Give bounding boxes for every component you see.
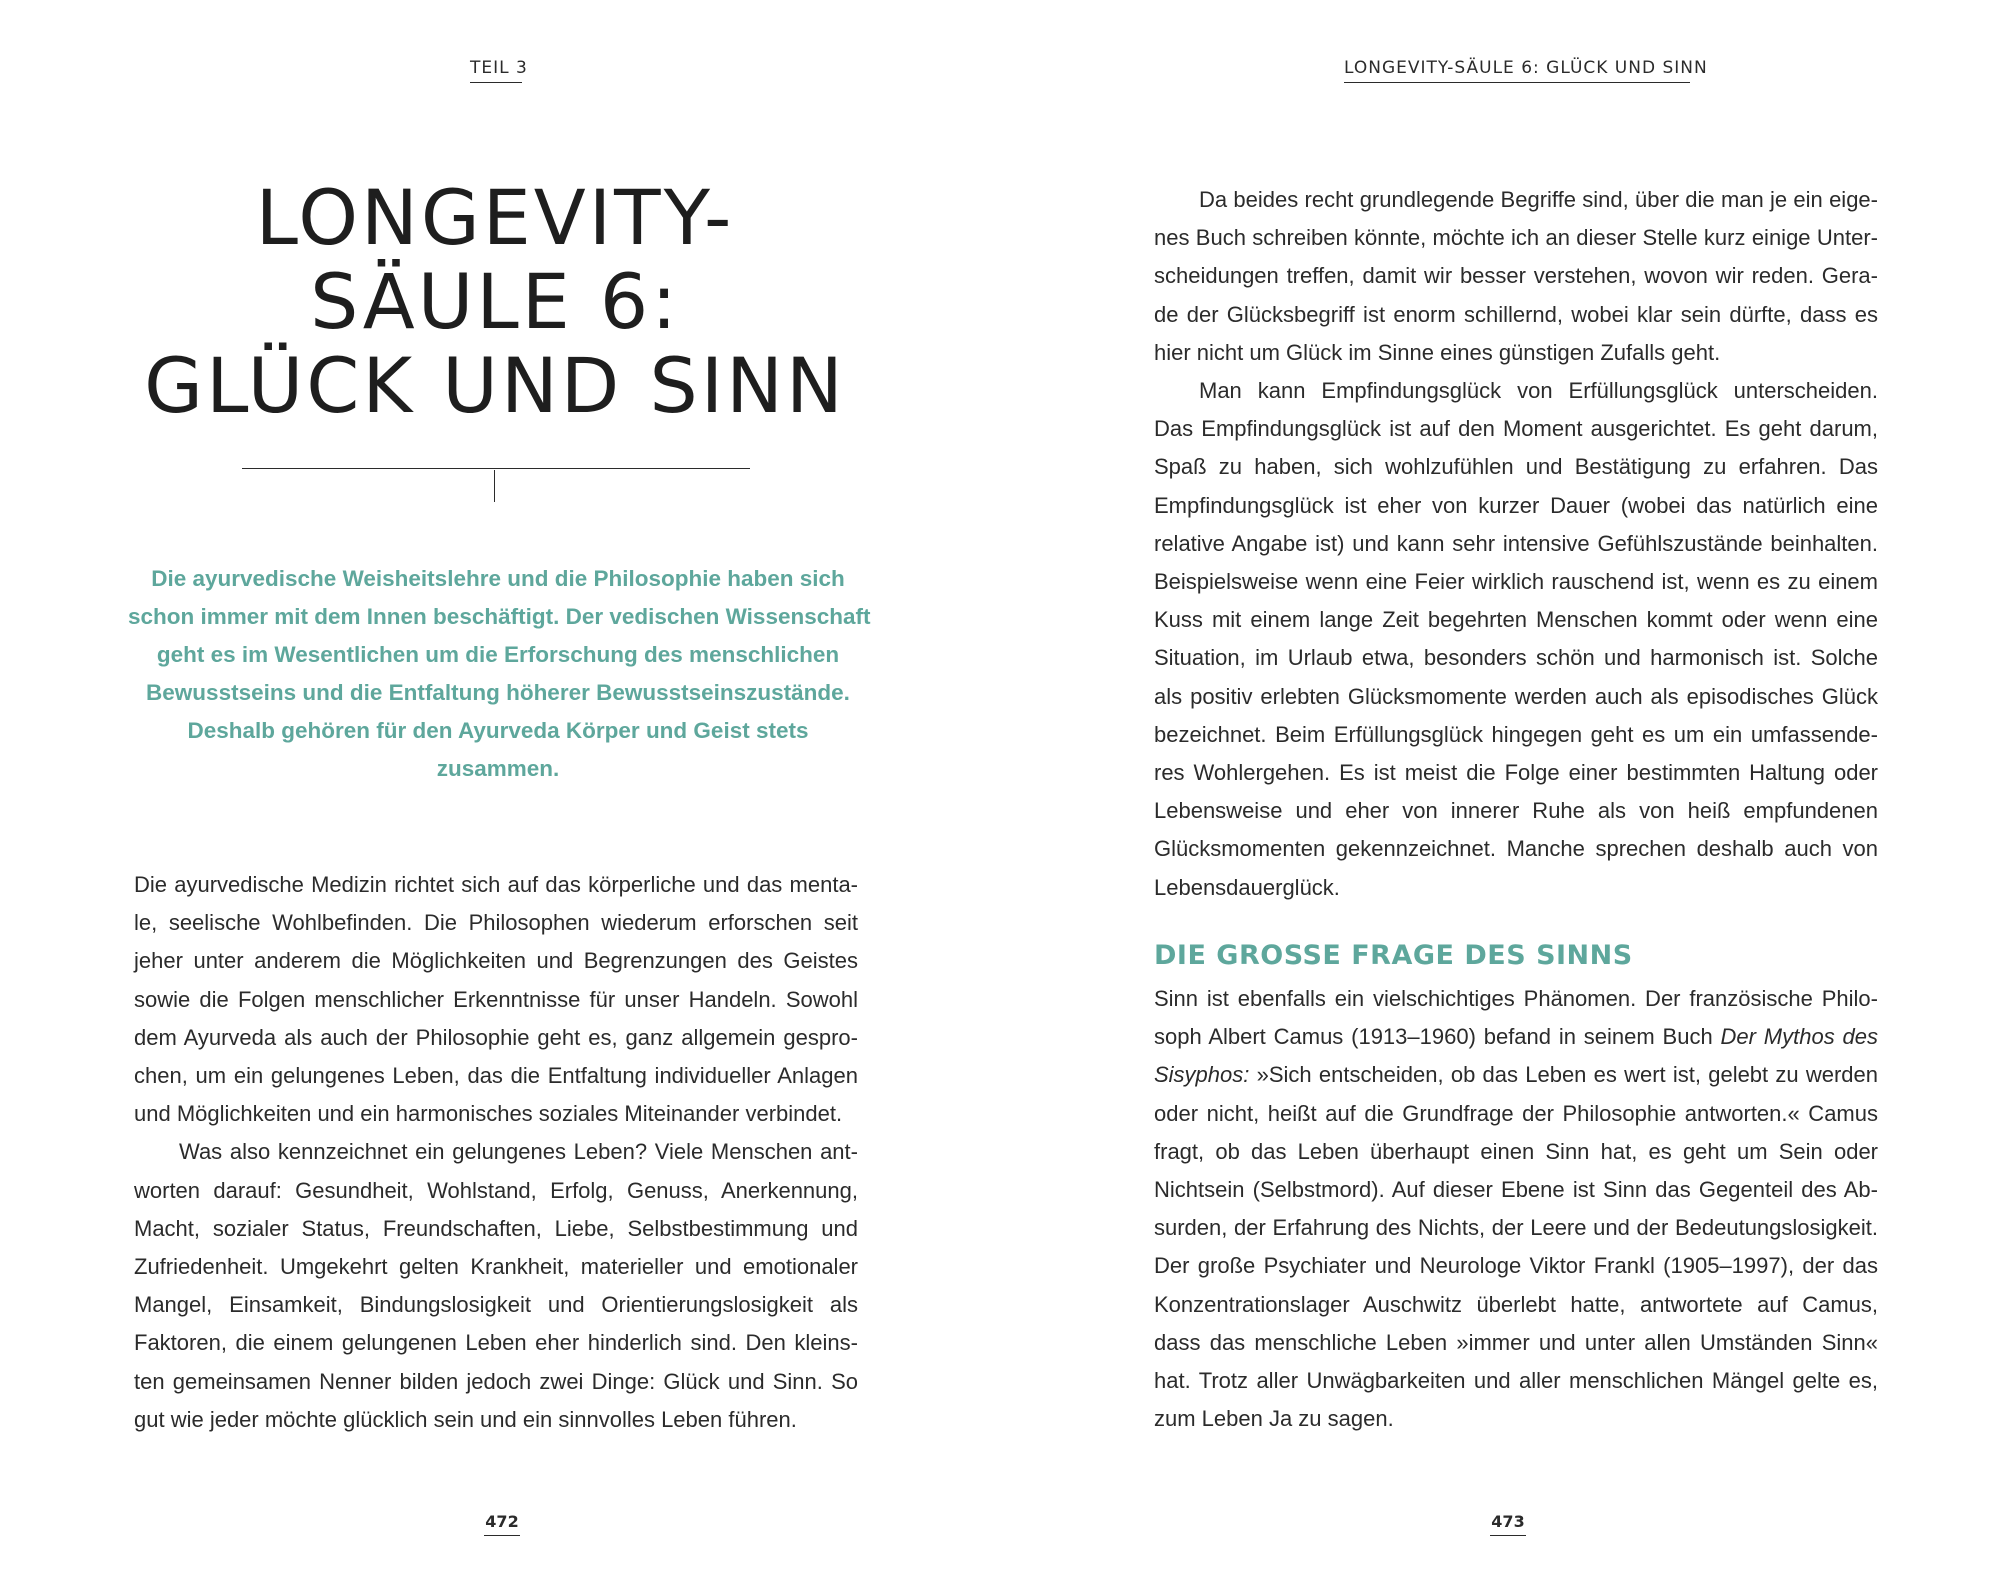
book-title-italic: Der Mythos des <box>1720 1024 1878 1050</box>
running-head-left: TEIL 3 <box>470 58 522 83</box>
body-line: Lebensdauerglück. <box>1154 874 1340 900</box>
body-line: le, seelische Wohlbefinden. Die Philosophen wiederum erforschen seit <box>134 910 858 936</box>
body-line: Macht, sozialer Status, Freundschaften, Liebe, Selbstbestimmung und <box>134 1215 858 1241</box>
body-line: Faktoren, die einem gelungenen Leben eher hinderlich sind. Den kleins- <box>134 1330 858 1356</box>
body-line: nes Buch schreiben könnte, möchte ich an dieser Stelle kurz einige Unter- <box>1154 225 1878 251</box>
body-line: worten darauf: Gesundheit, Wohlstand, Erfolg, Genuss, Anerkennung, <box>134 1177 858 1203</box>
body-line: Mangel, Einsamkeit, Bindungslosigkeit und Orientierungslosigkeit als <box>134 1292 858 1318</box>
body-line: bezeichnet. Beim Erfüllungsglück hingegen geht es um ein umfassende- <box>1154 721 1878 747</box>
page-number-left: 472 <box>484 1512 520 1536</box>
book-title-italic: Sisyphos: <box>1154 1062 1250 1088</box>
chapter-title <box>100 173 890 430</box>
body-line: oder nicht, heißt auf die Grundfrage der Philosophie antworten.« Camus <box>1154 1100 1878 1126</box>
body-line: Konzentrationslager Auschwitz überlebt hatte, antwortete auf Camus, <box>1154 1291 1878 1317</box>
body-line <box>1154 1056 1878 1094</box>
body-line: chen, um ein gelungenes Leben, das die Entfaltung individueller Anlagen <box>134 1063 858 1089</box>
body-line: hat. Trotz aller Unwägbarkeiten und aller menschlichen Mängel gelte es, <box>1154 1368 1878 1394</box>
intro-line: geht es im Wesentlichen um die Erforschung des menschlichen <box>156 642 840 667</box>
body-text-run: soph Albert Camus (1913–1960) befand in seinem Buch <box>1154 1024 1721 1050</box>
body-line: Glücksmomenten gekennzeichnet. Manche sprechen deshalb auch von <box>1154 836 1878 862</box>
chapter-title-line: GLÜCK UND SINN <box>144 341 846 430</box>
intro-line: zusammen. <box>436 756 560 781</box>
title-divider-rule <box>242 468 750 469</box>
intro-line: Die ayurvedische Weisheitslehre und die Philosophie haben sich <box>151 566 845 591</box>
intro-line: Deshalb gehören für den Ayurveda Körper und Geist stets <box>187 718 809 743</box>
body-line: zum Leben Ja zu sagen. <box>1154 1406 1394 1432</box>
right-page <box>1000 0 2000 1593</box>
body-line: dass das menschliche Leben »immer und unter allen Umständen Sinn« <box>1154 1329 1878 1355</box>
left-body-text <box>134 866 858 1439</box>
body-line: surden, der Erfahrung des Nichts, der Leere und der Bedeutungslosigkeit. <box>1154 1215 1878 1241</box>
section-heading: DIE GROSSE FRAGE DES SINNS <box>1154 940 1633 971</box>
body-line: Nichtsein (Selbstmord). Auf dieser Ebene ist Sinn das Gegenteil des Ab- <box>1154 1177 1878 1203</box>
body-line: Spaß zu haben, sich wohlzufühlen und Bestätigung zu erfahren. Das <box>1154 454 1878 480</box>
body-line <box>1154 1018 1878 1056</box>
right-body-text-1 <box>1154 181 1878 907</box>
body-line: Was also kennzeichnet ein gelungenes Leben? Viele Menschen ant- <box>179 1139 858 1165</box>
chapter-title-line: SÄULE 6: <box>310 257 680 346</box>
body-line: scheidungen treffen, damit wir besser verstehen, wovon wir reden. Gera- <box>1154 263 1878 289</box>
title-divider-tick <box>494 470 495 502</box>
body-line: gut wie jeder möchte glücklich sein und ein sinnvolles Leben führen. <box>134 1406 797 1432</box>
running-head-right: LONGEVITY-SÄULE 6: GLÜCK UND SINN <box>1344 58 1690 83</box>
body-line: Das Empfindungsglück ist auf den Moment ausgerichtet. Es geht darum, <box>1154 416 1878 442</box>
body-text-run: »Sich entscheiden, ob das Leben es wert ist, gelebt zu werden <box>1249 1062 1878 1088</box>
intro-line: schon immer mit dem Innen beschäftigt. Der vedischen Wissenschaft <box>128 604 871 629</box>
body-line: jeher unter anderem die Möglichkeiten und Begrenzungen des Geistes <box>134 948 858 974</box>
body-line: de der Glücksbegriff ist enorm schillernd, wobei klar sein dürfte, dass es <box>1154 301 1878 327</box>
body-line: Situation, im Urlaub etwa, besonders schön und harmonisch ist. Solche <box>1154 645 1878 671</box>
body-line: Zufriedenheit. Umgekehrt gelten Krankheit, materieller und emotionaler <box>134 1254 858 1280</box>
body-line: Sinn ist ebenfalls ein vielschichtiges Phänomen. Der französische Philo- <box>1154 986 1878 1011</box>
body-line: fragt, ob das Leben überhaupt einen Sinn hat, es geht um Sein oder <box>1154 1138 1878 1164</box>
body-line: relative Angabe ist) und kann sehr intensive Gefühlszustände beinhalten. <box>1154 530 1878 556</box>
right-body-text-2 <box>1154 980 1878 1438</box>
body-line: und Möglichkeiten und ein harmonisches soziales Miteinander verbindet. <box>134 1101 843 1127</box>
page-number-right: 473 <box>1490 1512 1526 1536</box>
body-line: sowie die Folgen menschlicher Erkenntnisse für unser Handeln. Sowohl <box>134 986 858 1012</box>
body-line: Die ayurvedische Medizin richtet sich auf das körperliche und das menta- <box>134 872 858 897</box>
body-line: Kuss mit einem lange Zeit begehrten Menschen kommt oder wenn eine <box>1154 607 1878 633</box>
body-line: ten gemeinsamen Nenner bilden jedoch zwei Dinge: Glück und Sinn. So <box>134 1368 858 1394</box>
body-line: Empfindungsglück ist eher von kurzer Dauer (wobei das natürlich eine <box>1154 492 1878 518</box>
body-line: als positiv erlebten Glücksmomente werden auch als episodisches Glück <box>1154 683 1878 709</box>
body-line: res Wohlergehen. Es ist meist die Folge einer bestimmten Haltung oder <box>1154 760 1878 786</box>
body-line: Lebensweise und eher von innerer Ruhe als von heiß empfundenen <box>1154 798 1878 824</box>
body-line: Der große Psychiater und Neurologe Viktor Frankl (1905–1997), der das <box>1154 1253 1878 1279</box>
body-line: Da beides recht grundlegende Begriffe sind, über die man je ein eige- <box>1199 187 1878 212</box>
body-line: Man kann Empfindungsglück von Erfüllungsglück unterscheiden. <box>1199 378 1878 404</box>
chapter-title-line: LONGEVITY- <box>255 173 735 262</box>
body-line: dem Ayurveda als auch der Philosophie geht es, ganz allgemein gespro- <box>134 1024 858 1050</box>
intro-line: Bewusstseins und die Entfaltung höherer Bewusstseinszustände. <box>146 680 850 705</box>
chapter-intro <box>128 560 871 788</box>
body-line: Beispielsweise wenn eine Feier wirklich rauschend ist, wenn es zu einem <box>1154 569 1878 595</box>
body-line: hier nicht um Glück im Sinne eines günstigen Zufalls geht. <box>1154 339 1721 365</box>
